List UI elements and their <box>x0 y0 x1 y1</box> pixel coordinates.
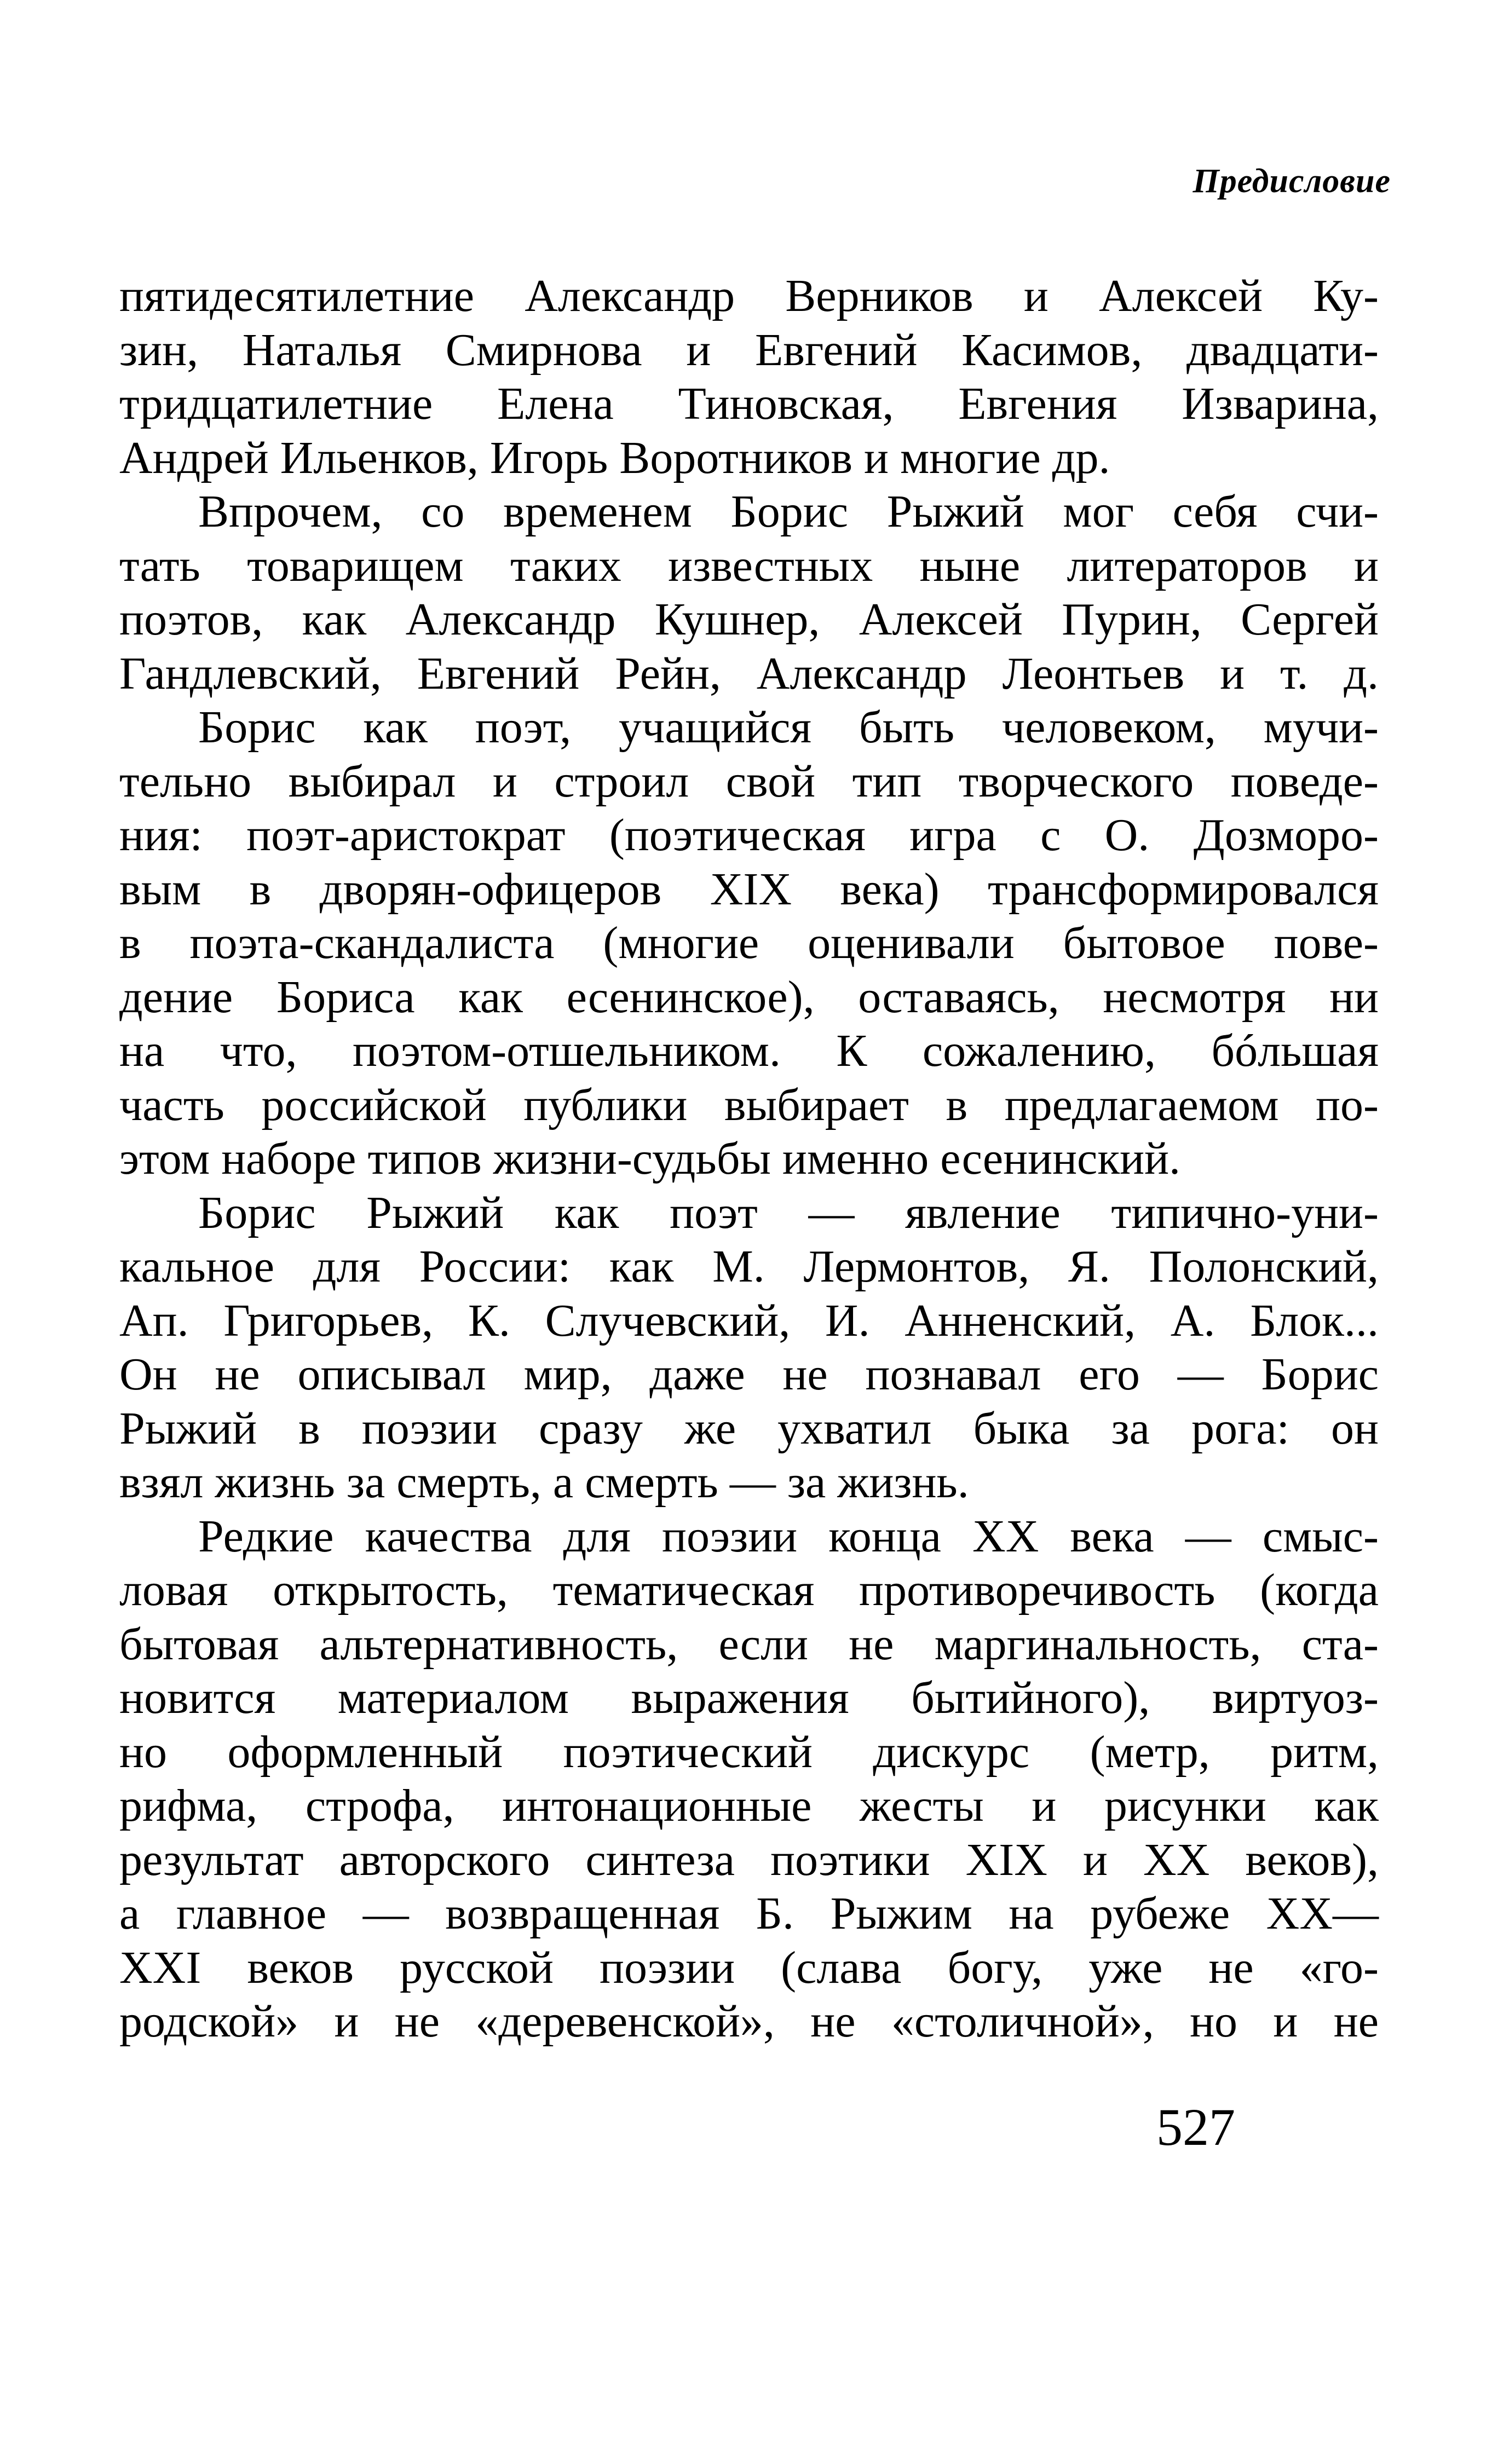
paragraph-1 <box>119 269 1379 485</box>
text-line: Гандлевский, Евгений Рейн, Александр Леонтьев и т. д. <box>119 648 1379 699</box>
text-line: XXI веков русской поэзии (слава богу, уже не «го- <box>119 1942 1379 1993</box>
text-line: Борис как поэт, учащийся быть человеком, мучи- <box>198 702 1379 753</box>
paragraph-5 <box>119 1510 1379 2049</box>
text-line: Борис Рыжий как поэт — явление типично-уни- <box>198 1187 1379 1238</box>
text-line: новится материалом выражения бытийного), виртуоз- <box>119 1672 1379 1723</box>
text-line: этом наборе типов жизни-судьбы именно есенинский. <box>119 1133 1181 1184</box>
text-line: Ап. Григорьев, К. Случевский, И. Анненский, А. Блок... <box>119 1295 1379 1346</box>
text-line: Впрочем, со временем Борис Рыжий мог себя счи- <box>198 486 1379 537</box>
text-line: но оформленный поэтический дискурс (метр, ритм, <box>119 1726 1379 1778</box>
text-line: взял жизнь за смерть, а смерть — за жизнь. <box>119 1457 969 1508</box>
text-line: пятидесятилетние Александр Верников и Алексей Ку- <box>119 270 1379 321</box>
text-line: бытовая альтернативность, если не маргинальность, ста- <box>119 1618 1379 1670</box>
body-text <box>119 269 1379 2049</box>
text-line: родской» и не «деревенской», не «столичной», но и не <box>119 1996 1379 2047</box>
text-line: часть российской публики выбирает в предлагаемом по- <box>119 1079 1379 1130</box>
text-line: ния: поэт-аристократ (поэтическая игра с О. Дозморо- <box>119 810 1379 861</box>
paragraph-2 <box>119 485 1379 701</box>
paragraph-4 <box>119 1186 1379 1510</box>
text-line: ловая открытость, тематическая противоречивость (когда <box>119 1565 1379 1615</box>
text-line: тать товарищем таких известных ныне литераторов и <box>119 540 1379 591</box>
text-line: а главное — возвращенная Б. Рыжим на рубеже XX— <box>119 1888 1379 1939</box>
text-line: тридцатилетние Елена Тиновская, Евгения Изварина, <box>119 378 1379 429</box>
text-line: кальное для России: как М. Лермонтов, Я. Полонский, <box>119 1241 1379 1292</box>
text-line: результат авторского синтеза поэтики XIX и XX веков), <box>119 1834 1379 1885</box>
paragraph-3 <box>119 701 1379 1186</box>
text-line: в поэта-скандалиста (многие оценивали бытовое пове- <box>119 917 1379 968</box>
text-line: Рыжий в поэзии сразу же ухватил быка за рога: он <box>119 1403 1379 1454</box>
text-line: Редкие качества для поэзии конца XX века — смыс- <box>198 1510 1379 1562</box>
text-line: дение Бориса как есенинское), оставаясь, несмотря ни <box>119 971 1379 1023</box>
running-header: Предисловие <box>1193 163 1391 200</box>
text-line: поэтов, как Александр Кушнер, Алексей Пурин, Сергей <box>119 594 1379 645</box>
text-line: Он не описывал мир, даже не познавал его — Борис <box>119 1349 1379 1400</box>
text-line: рифма, строфа, интонационные жесты и рисунки как <box>119 1780 1379 1831</box>
text-line: тельно выбирал и строил свой тип творческого поведе- <box>119 755 1379 807</box>
page-number: 527 <box>1156 2098 1235 2156</box>
text-line: Андрей Ильенков, Игорь Воротников и многие др. <box>119 432 1110 483</box>
text-line: зин, Наталья Смирнова и Евгений Касимов, двадцати- <box>119 324 1379 376</box>
text-line: на что, поэтом-отшельником. К сожалению, бóльшая <box>119 1025 1379 1076</box>
text-line: вым в дворян-офицеров XIX века) трансформировался <box>119 863 1379 915</box>
